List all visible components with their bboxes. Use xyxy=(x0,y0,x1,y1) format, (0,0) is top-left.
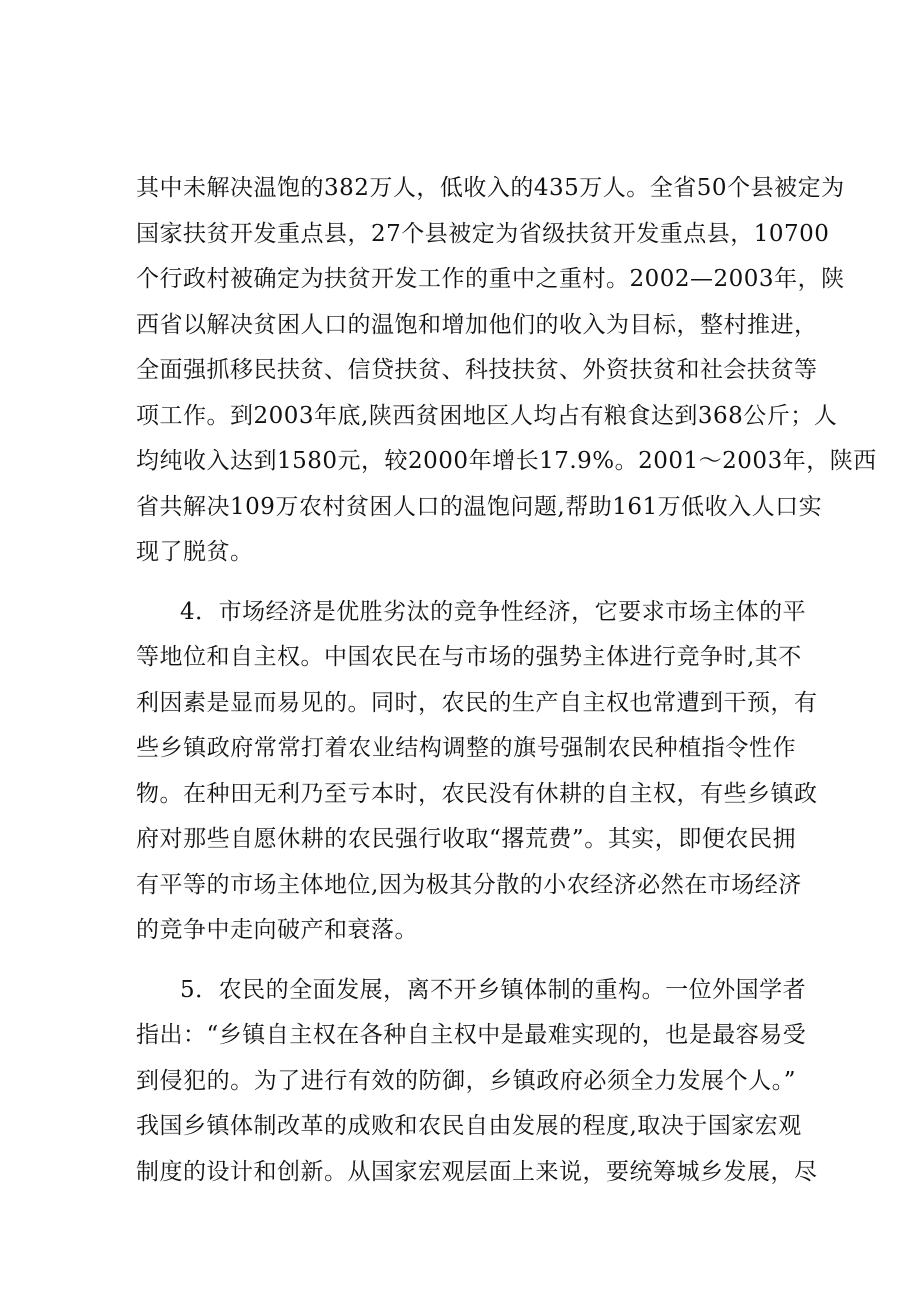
text-line: 省共解决109万农村贫困人口的温饱问题,帮助161万低收入人口实 xyxy=(136,493,823,520)
text-line: 全面强抓移民扶贫、信贷扶贫、科技扶贫、外资扶贫和社会扶贫等 xyxy=(136,357,818,383)
text-line: 5．农民的全面发展，离不开乡镇体制的重构。一位外国学者 xyxy=(180,976,807,1003)
text-line: 我国乡镇体制改革的成败和农民自由发展的程度,取决于国家宏观 xyxy=(136,1113,802,1139)
text-line: 制度的设计和创新。从国家宏观层面上来说，要统筹城乡发展，尽 xyxy=(136,1158,818,1185)
text-line: 现了脱贫。 xyxy=(136,539,254,565)
text-line: 利因素是显而易见的。同时，农民的生产自主权也常遭到干预，有 xyxy=(136,689,818,716)
text-line: 项工作。到2003年底,陕西贫困地区人均占有粮食达到368公斤；人 xyxy=(136,402,838,429)
text-line: 有平等的市场主体地位,因为极其分散的小农经济必然在市场经济 xyxy=(136,871,802,898)
text-line: 到侵犯的。为了进行有效的防御，乡镇政府必须全力发展个人。” xyxy=(136,1067,796,1094)
text-line: 4．市场经济是优胜劣汰的竞争性经济，它要求市场主体的平 xyxy=(180,598,807,625)
text-line: 物。在种田无利乃至亏本时，农民没有休耕的自主权，有些乡镇政 xyxy=(136,780,818,807)
text-line: 指出：“乡镇自主权在各种自主权中是最难实现的，也是最容易受 xyxy=(136,1022,807,1048)
paragraph-item-4 xyxy=(136,590,818,954)
body-text xyxy=(136,166,877,1209)
text-line: 其中未解决温饱的382万人，低收入的435万人。全省50个县被定为 xyxy=(136,175,845,201)
paragraph-poverty-statistics xyxy=(136,166,877,576)
text-line: 均纯收入达到1580元，较2000年增长17.9%。2001～2003年，陕西 xyxy=(136,448,877,474)
text-line: 些乡镇政府常常打着农业结构调整的旗号强制农民种植指令性作 xyxy=(136,735,796,761)
text-line: 国家扶贫开发重点县，27个县被定为省级扶贫开发重点县，10700 xyxy=(136,220,830,247)
paragraph-item-5 xyxy=(136,968,818,1196)
text-line: 个行政村被确定为扶贫开发工作的重中之重村。2002—2003年，陕 xyxy=(136,266,845,292)
text-line: 等地位和自主权。中国农民在与市场的强势主体进行竞争时,其不 xyxy=(136,644,802,670)
text-line: 的竞争中走向破产和衰落。 xyxy=(136,917,418,943)
text-line: 府对那些自愿休耕的农民强行收取“撂荒费”。其实，即便农民拥 xyxy=(136,826,796,852)
text-line: 西省以解决贫困人口的温饱和增加他们的收入为目标，整村推进， xyxy=(136,311,818,338)
